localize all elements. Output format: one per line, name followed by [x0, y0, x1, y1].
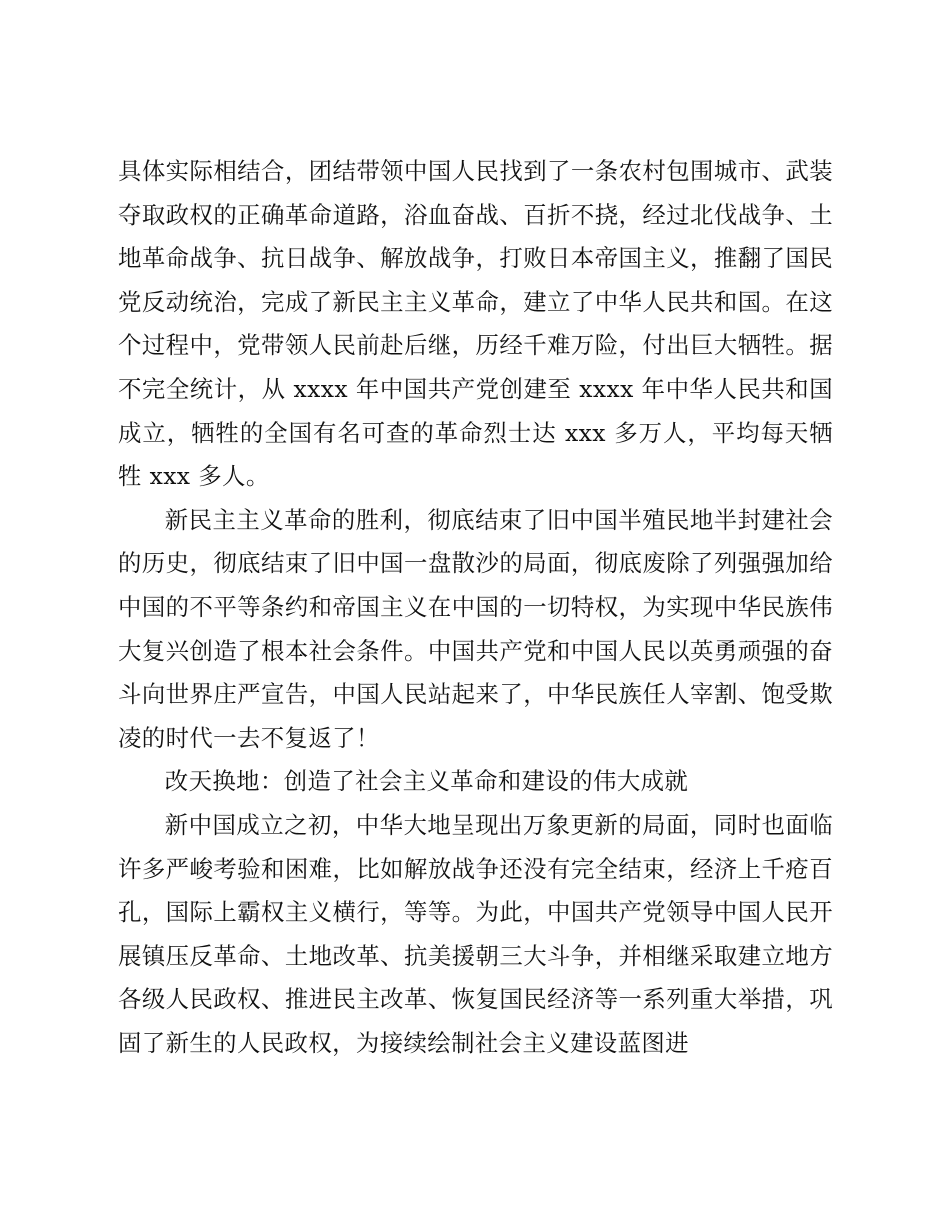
body-text	[118, 150, 833, 1065]
paragraph-continued: 具体实际相结合，团结带领中国人民找到了一条农村包围城市、武装夺取政权的正确革命道路，浴血奋战、百折不挠，经过北伐战争、土地革命战争、抗日战争、解放战争，打败日本帝国主义，推翻了国民党反动统治，完成了新民主主义革命，建立了中华人民共和国。在这个过程中，党带领人民前赴后继，历经千难万险，付出巨大牺牲。据不完全统计，从 xxxx 年中国共产党创建至 xxxx 年中华人民共和国成立，牺牲的全国有名可查的革命烈士达 xxx 多万人，平均每天牺牲 xxx 多人。	[118, 157, 833, 491]
section-heading: 改天换地：创造了社会主义革命和建设的伟大成就	[164, 767, 689, 796]
paragraph-revolution-victory: 新民主主义革命的胜利，彻底结束了旧中国半殖民地半封建社会的历史，彻底结束了旧中国一盘散沙的局面，彻底废除了列强强加给中国的不平等条约和帝国主义在中国的一切特权，为实现中华民族伟大复兴创造了根本社会条件。中国共产党和中国人民以英勇顽强的奋斗向世界庄严宣告，中国人民站起来了，中华民族任人宰割、饱受欺凌的时代一去不复返了！	[118, 505, 833, 752]
paragraph-new-china: 新中国成立之初，中华大地呈现出万象更新的局面，同时也面临许多严峻考验和困难，比如解放战争还没有完全结束，经济上千疮百孔，国际上霸权主义横行，等等。为此，中国共产党领导中国人民开展镇压反革命、土地改革、抗美援朝三大斗争，并相继采取建立地方各级人民政权、推进民主改革、恢复国民经济等一系列重大举措，巩固了新生的人民政权，为接续绘制社会主义建设蓝图进	[118, 810, 833, 1057]
